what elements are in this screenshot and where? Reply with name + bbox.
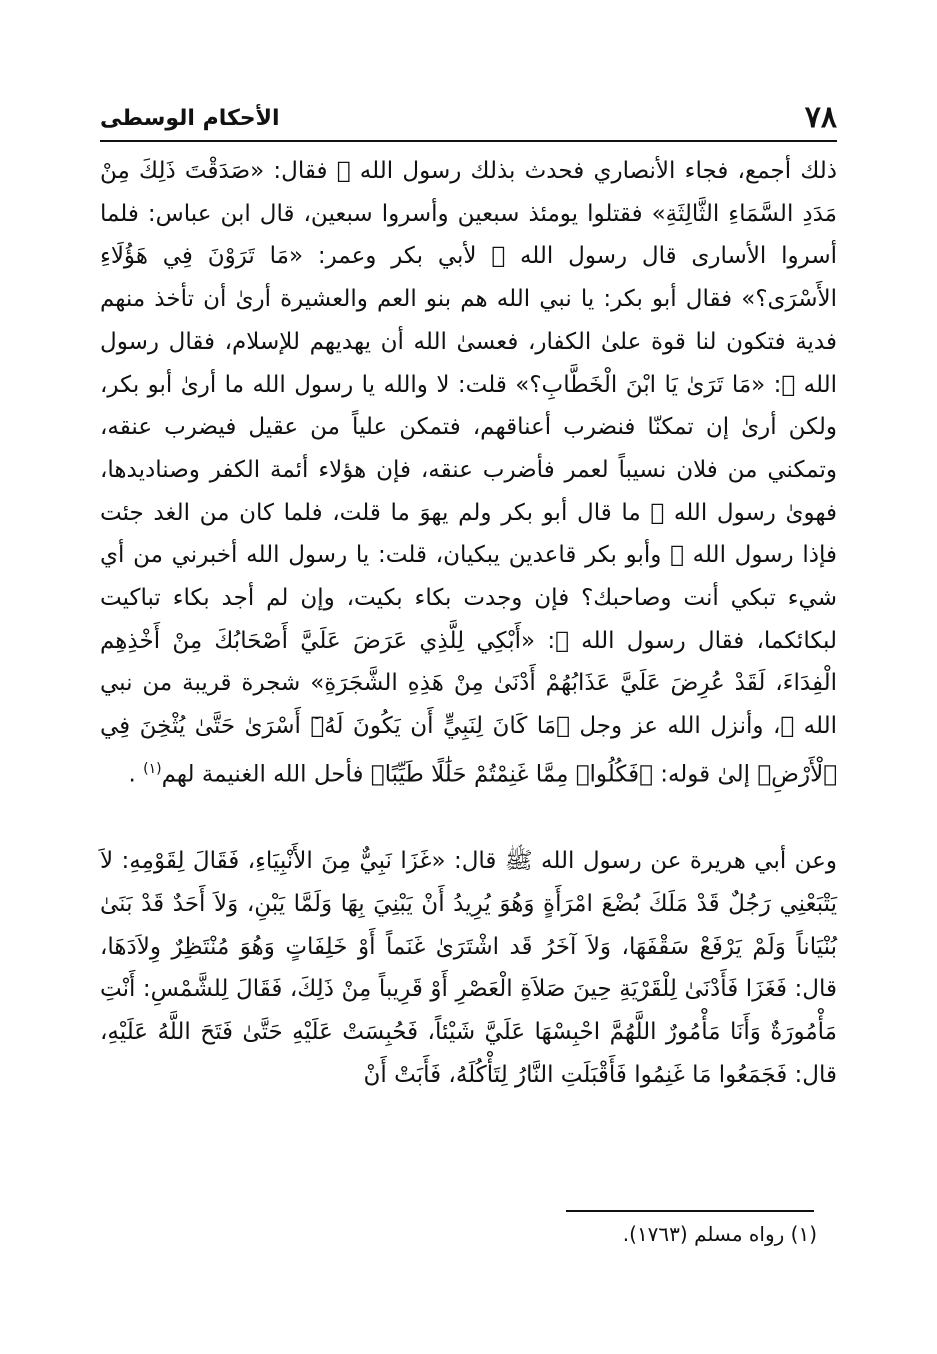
page-number: ٧٨ (804, 100, 837, 135)
running-title: الأحكام الوسطى (100, 106, 280, 131)
paragraph-1-period: . (128, 761, 136, 788)
footnote-marker: (١) (790, 1222, 817, 1246)
paragraph-hadith-abu-hurayra: وعن أبي هريرة عن رسول الله ﷺ قال: «غَزَا نَبِيٌّ مِنَ الأَنْبِيَاءِ، فَقَالَ لِقَوْمِهِ: لاَ يَتْبَعْنِي رَجُلٌ قَدْ مَلَكَ بُضْعَ امْرَأَةٍ وَهُوَ يُرِيدُ أَنْ يَبْنِيَ بِهَا وَلَمَّا يَبْنِ، وَلاَ أَحَدٌ قَدْ بَنَىٰ بُنْيَاناً وَلَمْ يَرْفَعْ سَقْفَهَا، وَلاَ آخَرُ قَد اشْتَرَىٰ غَنَماً أَوْ خَلِفَاتٍ وَهُوَ مُنْتَظِرٌ وِلاَدَهَا، قال: فَغَزَا فَأَدْنَىٰ لِلْقَرْيَةِ حِينَ صَلاَةِ الْعَصْرِ أَوْ قَرِيباً مِنْ ذَلِكَ، فَقَالَ لِلشَّمْسِ: أَنْتِ مَأْمُورَةٌ وَأَنَا مَأْمُورٌ اللَّهُمَّ احْبِسْهَا عَلَيَّ شَيْئاً، فَحُبِسَتْ عَلَيْهِ حَتَّىٰ فَتَحَ اللَّهُ عَلَيْهِ، قال: فَجَمَعُوا مَا غَنِمُوا فَأَقْبَلَتِ النَّارُ لِتَأْكُلَهُ، فَأَبَتْ أَنْ (100, 848, 837, 1088)
footnote-divider (566, 1210, 814, 1212)
footnote (623, 1222, 817, 1246)
page-header (100, 98, 837, 138)
header-divider (100, 140, 837, 142)
footnote-text: رواه مسلم (١٧٦٣). (622, 1222, 785, 1246)
paragraph-hadith-umar (100, 150, 837, 796)
page-body (100, 150, 837, 1096)
footnote-reference: (١) (143, 760, 162, 777)
paragraph-1-text: ذلك أجمع، فجاء الأنصاري فحدث بذلك رسول الله ﷺ فقال: «صَدَقْتَ ذَلِكَ مِنْ مَدَدِ السَّمَاءِ الثَّالِثَةِ» فقتلوا يومئذ سبعين وأسروا سبعين، قال ابن عباس: فلما أسروا الأسارى قال رسول الله ﷺ لأبي بكر وعمر: «مَا تَرَوْنَ فِي هَؤُلَاءِ الأَسْرَى؟» فقال أبو بكر: يا نبي الله هم بنو العم والعشيرة أرىٰ أن تأخذ منهم فدية فتكون لنا قوة علىٰ الكفار، فعسىٰ الله أن يهديهم للإسلام، فقال رسول الله ﷺ: «مَا تَرَىٰ يَا ابْنَ الْخَطَّابِ؟» قلت: لا والله يا رسول الله ما أرىٰ أبو بكر، ولكن أرىٰ إن تمكنّا فنضرب أعناقهم، فتمكن علياً من عقيل فيضرب عنقه، وتمكني من فلان نسيباً لعمر فأضرب عنقه، فإن هؤلاء أئمة الكفر وصناديدها، فهوىٰ رسول الله ﷺ ما قال أبو بكر ولم يهوَ ما قلت، فلما كان من الغد جئت فإذا رسول الله ﷺ وأبو بكر قاعدين يبكيان، قلت: يا رسول الله أخبرني من أي شيء تبكي أنت وصاحبك؟ فإن وجدت بكاء بكيت، وإن لم أجد بكاء تباكيت لبكائكما، فقال رسول الله ﷺ: «أَبْكِي لِلَّذِي عَرَضَ عَلَيَّ أَصْحَابُكَ مِنْ أَخْذِهِم الْفِدَاءَ، لَقَدْ عُرِضَ عَلَيَّ عَذَابُهُمْ أَدْنَىٰ مِنْ هَذِهِ الشَّجَرَةِ» شجرة قريبة من نبي الله ﷺ، وأنزل الله عز وجل ﴿مَا كَانَ لِنَبِيٍّ أَن يَكُونَ لَهُۥٓ أَسْرَىٰ حَتَّىٰ يُثْخِنَ فِي ٱلْأَرْضِ﴾ إلىٰ قوله: ﴿فَكُلُوا۟ مِمَّا غَنِمْتُمْ حَلَٰلًا طَيِّبًا﴾ فأحل الله الغنيمة لهم (100, 158, 837, 788)
